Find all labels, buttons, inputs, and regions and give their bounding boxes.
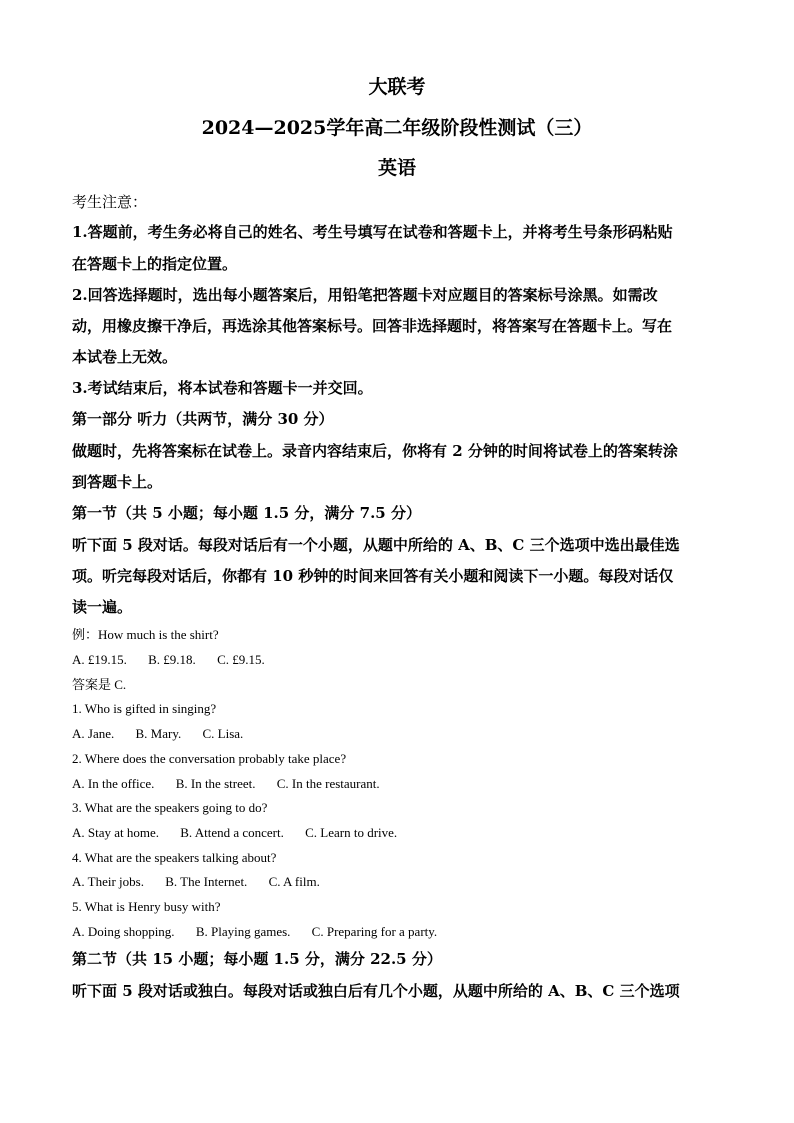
option-b: B. Playing games. <box>195 924 291 939</box>
option-c: C. Lisa. <box>202 726 244 741</box>
section1-heading: 第一节（共 5 小题；每小题 1.5 分，满分 7.5 分） <box>72 504 421 522</box>
notice-item-1-line-2: 在答题卡上的指定位置。 <box>72 255 238 273</box>
section1-intro-line-3: 读一遍。 <box>72 598 133 616</box>
option-b: B. Mary. <box>135 726 182 741</box>
option-a: A. Their jobs. <box>72 874 144 889</box>
option-c: C. Preparing for a party. <box>311 924 438 939</box>
question-2-options <box>72 772 722 797</box>
option-b: B. Attend a concert. <box>180 825 284 840</box>
option-a: A. Doing shopping. <box>72 924 175 939</box>
question-3-options <box>72 821 722 846</box>
part1-heading: 第一部分 听力（共两节，满分 30 分） <box>72 410 334 428</box>
option-a: A. £19.15. <box>72 652 127 667</box>
notice-item-2-line-1: 2.回答选择题时，选出每小题答案后，用铅笔把答题卡对应题目的答案标号涂黑。如需改 <box>72 286 658 304</box>
question-5-options <box>72 920 722 945</box>
example-answer: 答案是 C. <box>72 677 127 692</box>
option-c: C. In the restaurant. <box>276 776 380 791</box>
option-b: B. £9.18. <box>148 652 196 667</box>
section1-intro-line-2: 项。听完每段对话后，你都有 10 秒钟的时间来回答有关小题和阅读下一小题。每段对话仅 <box>72 567 674 585</box>
question-3: 3. What are the speakers going to do? <box>72 800 268 815</box>
example-options <box>72 648 722 673</box>
section2-intro-line-1: 听下面 5 段对话或独白。每段对话或独白后有几个小题，从题中所给的 A、B、C 三个选项 <box>72 982 680 1000</box>
question-4: 4. What are the speakers talking about? <box>72 850 277 865</box>
notice-item-1-line-1: 1.答题前，考生务必将自己的姓名、考生号填写在试卷和答题卡上，并将考生号条形码粘贴 <box>72 223 673 241</box>
notice-item-2-line-3: 本试卷上无效。 <box>72 348 178 366</box>
part1-intro-line-2: 到答题卡上。 <box>72 473 163 491</box>
option-b: B. The Internet. <box>165 874 248 889</box>
question-2: 2. Where does the conversation probably take place? <box>72 751 347 766</box>
option-a: A. In the office. <box>72 776 155 791</box>
option-c: C. £9.15. <box>217 652 265 667</box>
option-c: C. Learn to drive. <box>305 825 398 840</box>
example-question: 例：How much is the shirt? <box>72 627 219 642</box>
org-title: 大联考 <box>368 76 426 98</box>
question-1: 1. Who is gifted in singing? <box>72 701 217 716</box>
section2-heading: 第二节（共 15 小题；每小题 1.5 分，满分 22.5 分） <box>72 950 442 968</box>
question-1-options <box>72 722 722 747</box>
option-b: B. In the street. <box>175 776 256 791</box>
question-5: 5. What is Henry busy with? <box>72 899 221 914</box>
part1-intro-line-1: 做题时，先将答案标在试卷上。录音内容结束后，你将有 2 分钟的时间将试卷上的答案转涂 <box>72 442 678 460</box>
notice-heading: 考生注意： <box>72 193 148 211</box>
section1-intro-line-1: 听下面 5 段对话。每段对话后有一个小题，从题中所给的 A、B、C 三个选项中选出最佳选 <box>72 536 680 554</box>
exam-title: 2024—2025学年高二年级阶段性测试（三） <box>201 117 593 139</box>
question-4-options <box>72 870 722 895</box>
option-a: A. Stay at home. <box>72 825 160 840</box>
option-a: A. Jane. <box>72 726 115 741</box>
notice-item-3: 3.考试结束后，将本试卷和答题卡一并交回。 <box>72 379 373 397</box>
notice-item-2-line-2: 动，用橡皮擦干净后，再选涂其他答案标号。回答非选择题时，将答案写在答题卡上。写在 <box>72 317 673 335</box>
subject-title: 英语 <box>377 157 416 179</box>
option-c: C. A film. <box>268 874 320 889</box>
